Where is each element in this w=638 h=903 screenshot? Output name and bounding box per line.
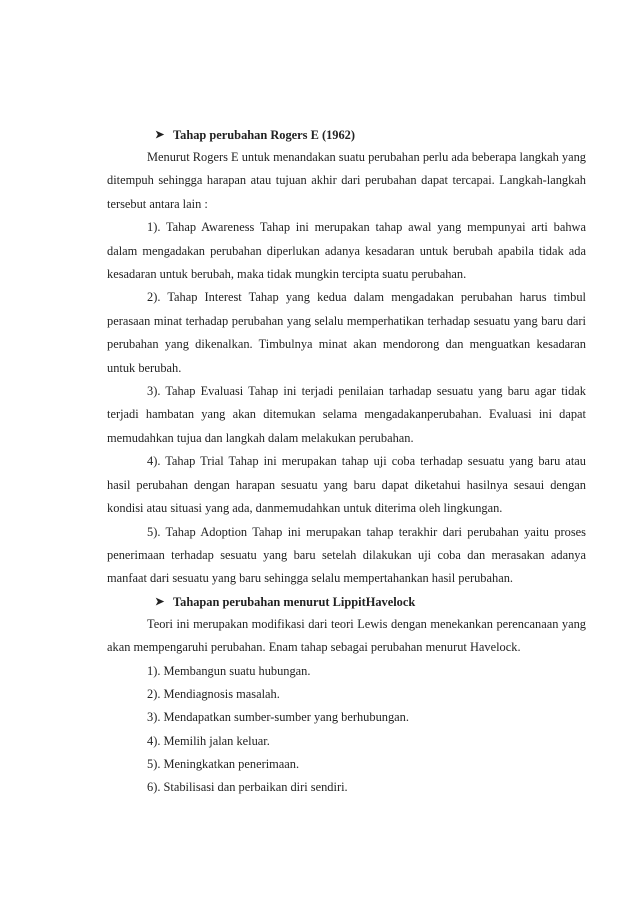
paragraph-step-trial: 4). Tahap Trial Tahap ini merupakan tahap uji coba terhadap sesuatu yang baru atau hasil perubahan dengan harapan sesuatu yang baru dapat diketahui hasilnya sesaui dengan kondisi atau situasi yang ada, danmemudahkan untuk diterima oleh lingkungan.	[107, 454, 586, 516]
paragraph-lippit-intro: Teori ini merupakan modifikasi dari teori Lewis dengan menekankan perencanaan yang akan mempengaruhi perubahan. Enam tahap sebagai perubahan menurut Havelock.	[107, 616, 586, 655]
list-item: 5). Meningkatkan penerimaan.	[147, 757, 300, 772]
arrow-bullet-icon: ➤	[155, 595, 165, 608]
list-item: 1). Membangun suatu hubungan.	[147, 663, 311, 678]
paragraph-rogers-intro: Menurut Rogers E untuk menandakan suatu perubahan perlu ada beberapa langkah yang ditempuh sehingga harapan atau tujuan akhir dari perubahan dapat tercapai. Langkah-langkah tersebut antara lain :	[107, 150, 586, 211]
arrow-bullet-icon: ➤	[155, 129, 165, 141]
paragraph-step-adoption: 5). Tahap Adoption Tahap ini merupakan tahap terakhir dari perubahan yaitu proses penerimaan terhadap sesuatu yang baru setelah dilakukan uji coba dan merasakan adanya manfaat dari sesuatu yang baru sehingga selalu mempertahankan hasil perubahan.	[107, 524, 586, 586]
list-item: 4). Memilih jalan keluar.	[147, 733, 270, 748]
paragraph-step-evaluasi: 3). Tahap Evaluasi Tahap ini terjadi penilaian tarhadap sesuatu yang baru agar tidak terjadi hambatan yang akan ditemukan selama mengadakanperubahan. Evaluasi ini dapat memudahkan tujua dan langkah dalam melakukan perubahan.	[107, 384, 586, 445]
paragraph-step-awareness: 1). Tahap Awareness Tahap ini merupakan tahap awal yang mempunyai arti bahwa dalam mengadakan perubahan diperlukan adanya kesadaran untuk berubah apabila tidak ada kesadaran untuk berubah, maka tidak mungkin tercipta suatu perubahan.	[107, 220, 586, 282]
section-heading-rogers	[107, 124, 586, 146]
list-item: 2). Mendiagnosis masalah.	[147, 686, 280, 701]
section-heading-lippit	[107, 591, 586, 613]
section-heading-text: Tahapan perubahan menurut LippitHavelock	[173, 594, 416, 609]
list-item: 3). Mendapatkan sumber-sumber yang berhubungan.	[147, 710, 409, 725]
list-item: 6). Stabilisasi dan perbaikan diri sendiri.	[147, 780, 348, 795]
document-page	[107, 124, 586, 800]
paragraph-step-interest: 2). Tahap Interest Tahap yang kedua dalam mengadakan perubahan harus timbul perasaan minat terhadap perubahan yang selalu memperhatikan terhadap sesuatu yang baru dari perubahan yang dikenalkan. Timbulnya minat akan mendorong dan menguatkan kesadaran untuk berubah.	[107, 290, 586, 375]
section-heading-text: Tahap perubahan Rogers E (1962)	[173, 128, 355, 142]
